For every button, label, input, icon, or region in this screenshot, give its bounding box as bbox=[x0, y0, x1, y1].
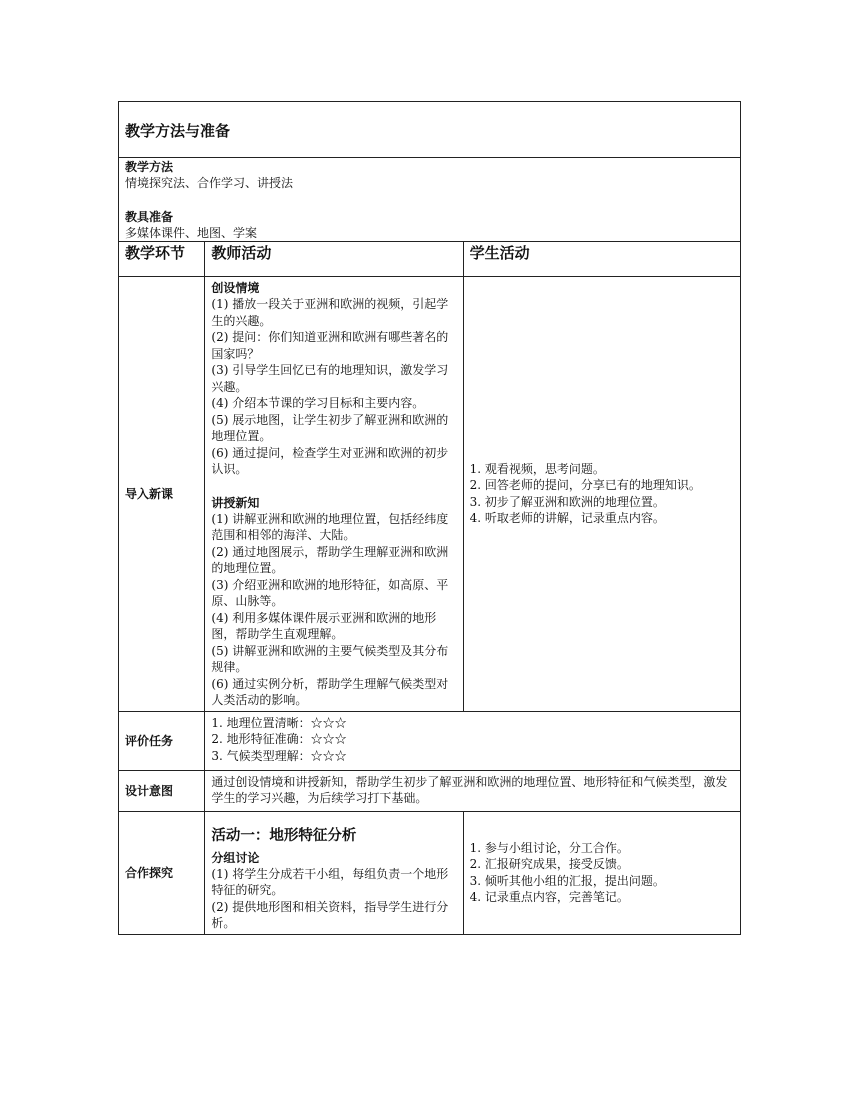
tools-text: 多媒体课件、地图、学案 bbox=[125, 225, 258, 240]
list-item: 1. 观看视频，思考问题。 bbox=[469, 461, 605, 476]
methods-cell bbox=[119, 158, 741, 242]
evaluation-cell bbox=[205, 711, 741, 770]
header-teacher: 教师活动 bbox=[205, 242, 463, 277]
header-student: 学生活动 bbox=[463, 242, 740, 277]
design-text: 通过创设情境和讲授新知，帮助学生初步了解亚洲和欧洲的地理位置、地形特征和气候类型，激发学生的学习兴趣，为后续学习打下基础。 bbox=[211, 774, 728, 805]
intro-student-cell bbox=[463, 277, 740, 712]
intro-teacher-cell bbox=[205, 277, 463, 712]
coop-label: 合作探究 bbox=[119, 811, 205, 934]
list-item: (3) 引导学生回忆已有的地理知识，激发学习兴趣。 bbox=[211, 363, 449, 394]
evaluation-label: 评价任务 bbox=[119, 711, 205, 770]
intro-part2-heading: 讲授新知 bbox=[211, 495, 260, 510]
coop-teacher-cell bbox=[205, 811, 463, 934]
list-item: 3. 气候类型理解：☆☆☆ bbox=[211, 748, 347, 763]
section-title-cell bbox=[119, 102, 741, 158]
activity-title: 活动一：地形特征分析 bbox=[211, 827, 357, 844]
design-cell bbox=[205, 770, 741, 811]
list-item: 4. 听取老师的讲解，记录重点内容。 bbox=[469, 511, 665, 526]
coop-sub-heading: 分组讨论 bbox=[211, 850, 260, 865]
list-item: (1) 将学生分成若干小组，每组负责一个地形特征的研究。 bbox=[211, 866, 449, 897]
method-text: 情境探究法、合作学习、讲授法 bbox=[125, 176, 294, 190]
list-item: (6) 通过实例分析，帮助学生理解气候类型对人类活动的影响。 bbox=[211, 676, 449, 707]
design-label: 设计意图 bbox=[119, 770, 205, 811]
list-item: 1. 参与小组讨论，分工合作。 bbox=[469, 840, 629, 855]
list-item: 3. 初步了解亚洲和欧洲的地理位置。 bbox=[469, 494, 665, 509]
header-stage: 教学环节 bbox=[119, 242, 205, 277]
list-item: 2. 汇报研究成果，接受反馈。 bbox=[469, 857, 629, 871]
list-item: 1. 地理位置清晰：☆☆☆ bbox=[211, 715, 347, 730]
intro-label: 导入新课 bbox=[119, 277, 205, 712]
list-item: (4) 介绍本节课的学习目标和主要内容。 bbox=[211, 396, 425, 410]
lesson-plan-table bbox=[118, 101, 741, 935]
list-item: (2) 提问：你们知道亚洲和欧洲有哪些著名的国家吗？ bbox=[211, 330, 449, 361]
list-item: 4. 记录重点内容，完善笔记。 bbox=[469, 890, 629, 904]
list-item: (5) 展示地图，让学生初步了解亚洲和欧洲的地理位置。 bbox=[211, 412, 449, 443]
list-item: 2. 回答老师的提问，分享已有的地理知识。 bbox=[469, 478, 701, 493]
section-title: 教学方法与准备 bbox=[125, 122, 231, 140]
list-item: (1) 讲解亚洲和欧洲的地理位置，包括经纬度范围和相邻的海洋、大陆。 bbox=[211, 511, 449, 542]
list-item: 2. 地形特征准确：☆☆☆ bbox=[211, 732, 347, 746]
coop-student-cell bbox=[463, 811, 740, 934]
intro-part1-heading: 创设情境 bbox=[211, 281, 260, 295]
list-item: (2) 提供地形图和相关资料，指导学生进行分析。 bbox=[211, 899, 449, 930]
list-item: (5) 讲解亚洲和欧洲的主要气候类型及其分布规律。 bbox=[211, 643, 449, 674]
list-item: 3. 倾听其他小组的汇报，提出问题。 bbox=[469, 873, 665, 888]
method-heading: 教学方法 bbox=[125, 160, 174, 174]
list-item: (2) 通过地图展示，帮助学生理解亚洲和欧洲的地理位置。 bbox=[211, 544, 449, 575]
list-item: (1) 播放一段关于亚洲和欧洲的视频，引起学生的兴趣。 bbox=[211, 297, 449, 328]
list-item: (3) 介绍亚洲和欧洲的地形特征，如高原、平原、山脉等。 bbox=[211, 577, 449, 608]
list-item: (6) 通过提问，检查学生对亚洲和欧洲的初步认识。 bbox=[211, 445, 449, 476]
list-item: (4) 利用多媒体课件展示亚洲和欧洲的地形图，帮助学生直观理解。 bbox=[211, 610, 437, 641]
tools-heading: 教具准备 bbox=[125, 209, 174, 224]
